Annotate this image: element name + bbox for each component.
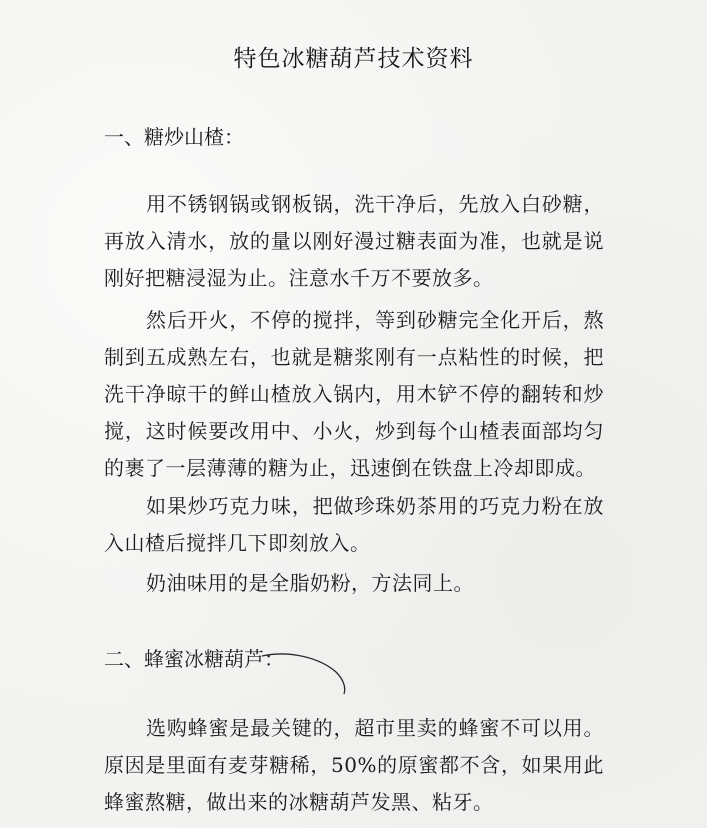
section-heading-1: 一、糖炒山楂： [104,125,244,149]
paragraph-3: 如果炒巧克力味，把做珍珠奶茶用的巧克力粉在放入山楂后搅拌几下即刻放入。 [104,494,604,555]
paragraph-1: 用不锈钢锅或钢板锅，洗干净后，先放入白砂糖，再放入清水，放的量以刚好漫过糖表面为准，也就是说刚好把糖浸湿为止。注意水千万不要放多。 [104,192,604,290]
paragraph-5: 选购蜂蜜是最关键的，超市里卖的蜂蜜不可以用。原因是里面有麦芽糖稀，50%的原蜜都不含，如果用此蜂蜜熬糖，做出来的冰糖葫芦发黑、粘牙。 [104,716,604,814]
paragraph-4: 奶油味用的是全脂奶粉，方法同上。 [146,571,474,595]
document-title: 特色冰糖葫芦技术资料 [233,46,474,72]
paragraph-2: 然后开火，不停的搅拌，等到砂糖完全化开后，熬制到五成熟左右，也就是糖浆刚有一点粘性的时候，把洗干净晾干的鲜山楂放入锅内，用木铲不停的翻转和炒搅，这时候要改用中、小火，炒到每个山楂表面部均匀的裹了一层薄薄的糖为止，迅速倒在铁盘上冷却即成。 [104,308,604,480]
section-heading-2: 二、蜂蜜冰糖葫芦： [104,647,284,671]
